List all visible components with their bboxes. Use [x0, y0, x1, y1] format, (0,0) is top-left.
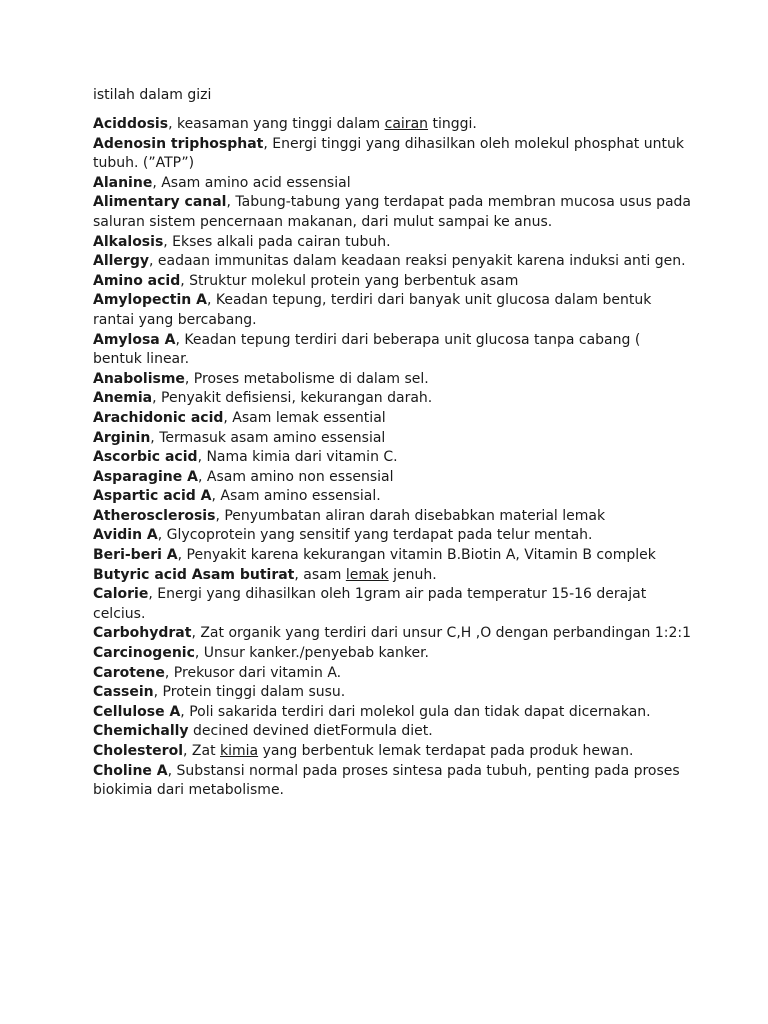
glossary-term: Cassein	[93, 684, 154, 701]
glossary-entry	[93, 272, 693, 292]
glossary-entry	[93, 683, 693, 703]
glossary-term: Amylopectin A	[93, 292, 207, 309]
glossary-term: Amino acid	[93, 272, 181, 289]
document-title: istilah dalam gizi	[93, 87, 212, 103]
glossary-definition: , Asam amino non essensial	[197, 468, 394, 485]
definition-link[interactable]: kimia	[220, 743, 259, 759]
glossary-entry	[93, 507, 693, 527]
glossary-definition: , eadaan immunitas dalam keadaan reaksi penyakit karena induksi anti gen.	[148, 253, 686, 270]
glossary-term: Alimentary canal	[93, 194, 227, 211]
glossary-term: Aciddosis	[93, 116, 169, 132]
glossary-entry	[93, 526, 693, 546]
glossary-entry	[93, 409, 693, 429]
glossary-entry	[93, 448, 693, 468]
glossary-term: Anabolisme	[93, 370, 185, 387]
glossary-term: Avidin A	[93, 527, 158, 544]
glossary-definition: decined devined dietFormula diet.	[188, 723, 433, 740]
glossary-definition: , Penyakit karena kekurangan vitamin B.Biotin A, Vitamin B complek	[177, 547, 656, 564]
glossary-definition: , Zat organik yang terdiri dari unsur C,H ,O dengan perbandingan 1:2:1	[191, 625, 692, 642]
glossary-definition: , Termasuk asam amino essensial	[150, 429, 386, 446]
glossary-definition: , Tabung-tabung yang terdapat pada membran mucosa usus pada saluran sistem pencernaan makanan, dari mulut sampai ke anus.	[93, 194, 692, 230]
glossary-definition: , Struktur molekul protein yang berbentuk asam	[180, 272, 519, 289]
glossary-term: Allergy	[93, 253, 149, 270]
glossary-term: Atherosclerosis	[93, 507, 216, 524]
glossary-term: Carbohydrat	[93, 625, 192, 642]
glossary-entry	[93, 566, 693, 586]
glossary-term: Adenosin triphosphat	[93, 135, 264, 152]
glossary-entry	[93, 174, 693, 194]
glossary-term: Arachidonic acid	[93, 409, 224, 426]
glossary-entry	[93, 115, 693, 135]
glossary-definition: , Nama kimia dari vitamin C.	[197, 449, 398, 466]
glossary-definition: , Penyumbatan aliran darah disebabkan material lemak	[215, 507, 606, 524]
glossary-entry	[93, 429, 693, 449]
glossary-definition: , Energi tinggi yang dihasilkan oleh molekul phosphat untuk tubuh. (”ATP”)	[93, 135, 684, 172]
glossary-definition: , Asam amino essensial.	[211, 488, 381, 505]
glossary-definition: , Protein tinggi dalam susu.	[153, 684, 346, 701]
glossary-entry	[93, 291, 693, 330]
glossary-term: Anemia	[93, 390, 153, 407]
glossary-term: Butyric acid Asam butirat	[93, 566, 295, 583]
glossary-entry	[93, 193, 693, 232]
glossary-term: Ascorbic acid	[93, 449, 198, 466]
glossary-definition: , Poli sakarida terdiri dari molekol gula dan tidak dapat dicernakan.	[180, 703, 651, 720]
glossary-entry	[93, 664, 693, 684]
glossary-definition: , Asam amino acid essensial	[152, 174, 351, 191]
glossary-term: Arginin	[93, 429, 151, 446]
glossary-entry	[93, 331, 693, 370]
glossary-list	[93, 115, 693, 801]
glossary-definition: , asam	[294, 566, 346, 583]
glossary-definition: , Proses metabolisme di dalam sel.	[184, 370, 429, 387]
glossary-term: Cholesterol	[93, 743, 183, 759]
glossary-term: Chemichally	[93, 723, 189, 740]
glossary-term: Asparagine A	[93, 468, 198, 485]
glossary-definition: , keasaman yang tinggi dalam	[168, 116, 385, 132]
glossary-entry	[93, 135, 693, 174]
glossary-entry	[93, 487, 693, 507]
document-page	[93, 85, 693, 801]
glossary-definition: , Prekusor dari vitamin A.	[164, 664, 342, 681]
glossary-term: Beri-beri A	[93, 547, 178, 564]
glossary-term: Choline A	[93, 762, 168, 779]
glossary-entry	[93, 546, 693, 566]
glossary-definition: yang berbentuk lemak terdapat pada produk hewan.	[258, 743, 634, 759]
glossary-entry	[93, 703, 693, 723]
glossary-entry	[93, 585, 693, 624]
glossary-term: Amylosa A	[93, 331, 176, 348]
glossary-definition: tinggi.	[428, 116, 477, 132]
glossary-entry	[93, 233, 693, 253]
definition-link[interactable]: lemak	[345, 566, 389, 583]
glossary-definition: , Glycoprotein yang sensitif yang terdapat pada telur mentah.	[157, 527, 593, 544]
glossary-entry	[93, 624, 693, 644]
glossary-entry	[93, 252, 693, 272]
glossary-definition: , Substansi normal pada proses sintesa pada tubuh, penting pada proses biokimia dari metabolisme.	[93, 762, 680, 799]
glossary-entry	[93, 389, 693, 409]
glossary-term: Aspartic acid A	[93, 488, 212, 505]
glossary-term: Alkalosis	[93, 233, 164, 250]
glossary-term: Carcinogenic	[93, 645, 195, 662]
glossary-term: Carotene	[93, 664, 165, 681]
glossary-entry	[93, 722, 693, 742]
glossary-entry	[93, 370, 693, 390]
glossary-entry	[93, 742, 693, 762]
glossary-definition: jenuh.	[388, 566, 437, 583]
glossary-definition: , Zat	[183, 743, 221, 759]
glossary-definition: , Penyakit defisiensi, kekurangan darah.	[152, 390, 433, 407]
definition-link[interactable]: cairan	[384, 116, 429, 132]
glossary-term: Cellulose A	[93, 703, 181, 720]
glossary-definition: , Keadan tepung, terdiri dari banyak unit glucosa dalam bentuk rantai yang bercabang.	[93, 292, 652, 328]
glossary-entry	[93, 762, 693, 801]
glossary-term: Calorie	[93, 586, 149, 603]
glossary-entry	[93, 644, 693, 664]
glossary-entry	[93, 468, 693, 488]
glossary-definition: , Energi yang dihasilkan oleh 1gram air pada temperatur 15-16 derajat celcius.	[93, 586, 647, 622]
glossary-definition: , Ekses alkali pada cairan tubuh.	[163, 233, 391, 250]
glossary-definition: , Keadan tepung terdiri dari beberapa unit glucosa tanpa cabang ( bentuk linear.	[93, 331, 641, 368]
glossary-term: Alanine	[93, 174, 153, 191]
glossary-definition: , Asam lemak essential	[223, 409, 386, 426]
glossary-definition: , Unsur kanker./penyebab kanker.	[194, 645, 429, 662]
